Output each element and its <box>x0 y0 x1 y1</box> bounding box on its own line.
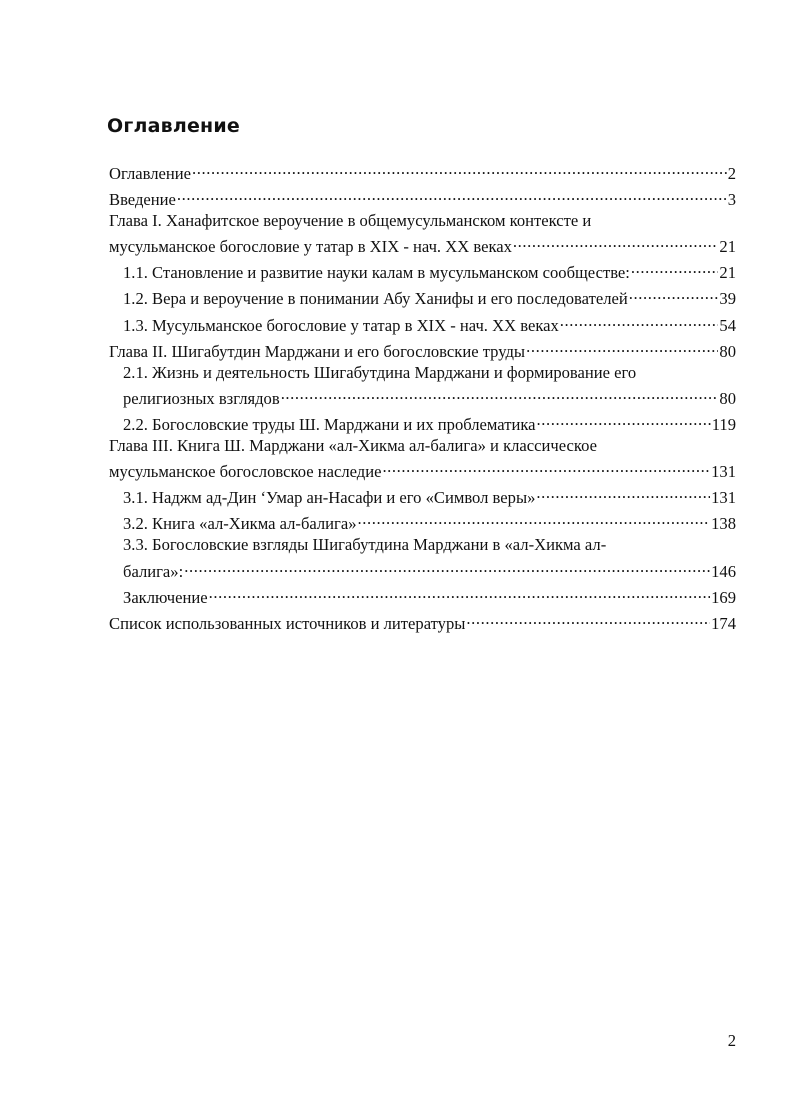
toc-entry-page: 169 <box>711 587 736 607</box>
toc-entry-page: 21 <box>719 237 736 257</box>
toc-entry-title: Глава II. Шигабутдин Марджани и его богословские труды <box>109 341 526 361</box>
toc-entry-title: 1.3. Мусульманское богословие у татар в XIX - нач. XX веках <box>123 315 559 335</box>
toc-entry-page: 21 <box>719 263 736 283</box>
dot-leader <box>629 283 719 304</box>
toc-entry-title: Заключение <box>123 587 208 607</box>
toc-entry-page: 80 <box>719 388 736 408</box>
toc-entry-title-line1: 2.1. Жизнь и деятельность Шигабутдина Марджани и формирование его <box>123 362 637 382</box>
toc-entry-page: 39 <box>719 289 736 309</box>
dot-leader <box>177 184 727 205</box>
toc-entry[interactable] <box>123 534 736 581</box>
toc-entry-page: 138 <box>711 514 736 534</box>
toc-entry-page: 131 <box>711 488 736 508</box>
toc-entry[interactable] <box>109 336 736 362</box>
toc-entry[interactable] <box>123 482 736 508</box>
toc-entry[interactable] <box>109 184 736 210</box>
toc-entry-page: 80 <box>719 341 736 361</box>
toc-entry[interactable] <box>109 435 736 482</box>
toc-entry-title: Список использованных источников и литературы <box>109 613 466 633</box>
toc-entry-title: 3.1. Наджм ад-Дин ‘Умар ан-Насафи и его «Символ веры» <box>123 488 536 508</box>
toc-entry-title: Оглавление <box>109 164 191 183</box>
toc-entry-page: 3 <box>727 190 736 210</box>
toc-entry[interactable] <box>123 508 736 534</box>
dot-leader <box>358 508 711 529</box>
toc-entry[interactable] <box>123 409 736 435</box>
dot-leader <box>382 456 710 477</box>
toc-entry-title: Введение <box>109 190 176 210</box>
toc-entry-title: 1.1. Становление и развитие науки калам в мусульманском сообществе: <box>123 263 630 283</box>
toc-entry-title: 2.2. Богословские труды Ш. Марджани и их проблематика <box>123 414 536 434</box>
page-number: 2 <box>727 1031 736 1050</box>
dot-leader <box>526 336 718 357</box>
dot-leader <box>281 383 719 404</box>
dot-leader <box>537 409 711 430</box>
toc-entry-title-line2: мусульманское богословие у татар в XIX - нач. XX веках <box>109 237 512 257</box>
dot-leader <box>560 310 719 331</box>
toc-entry-page: 146 <box>711 561 736 581</box>
dot-leader <box>536 482 710 503</box>
toc-entry[interactable] <box>123 582 736 608</box>
toc-entry[interactable] <box>109 608 736 634</box>
toc-entry[interactable] <box>109 158 736 184</box>
toc-entry-title-line2: мусульманское богословское наследие <box>109 462 382 482</box>
toc-entry-title-line1: 3.3. Богословские взгляды Шигабутдина Марджани в «ал-Хикма ал- <box>123 535 607 555</box>
dot-leader <box>184 556 710 577</box>
toc-entry-title-line2: балига»: <box>123 561 184 581</box>
toc-entry-title-line1: Глава I. Ханафитское вероучение в общемусульманском контексте и <box>109 211 592 231</box>
toc-entry-title-line2: религиозных взглядов <box>123 388 280 408</box>
dot-leader <box>192 158 727 179</box>
toc-entry-page: 131 <box>711 462 736 482</box>
toc-entry-page: 2 <box>727 164 736 183</box>
toc-entry-title: 3.2. Книга «ал-Хикма ал-балига» <box>123 514 357 534</box>
toc-entry[interactable] <box>123 310 736 336</box>
toc-heading: Оглавление <box>107 115 240 137</box>
toc-entry-page: 174 <box>711 613 736 633</box>
toc-entry[interactable] <box>123 283 736 309</box>
toc-entry[interactable] <box>123 257 736 283</box>
dot-leader <box>209 582 710 603</box>
toc-entry[interactable] <box>109 210 736 257</box>
toc-entry[interactable] <box>123 362 736 409</box>
dot-leader <box>466 608 710 629</box>
toc-entry-title-line1: Глава III. Книга Ш. Марджани «ал-Хикма ал-балига» и классическое <box>109 436 597 456</box>
toc-entry-title: 1.2. Вера и вероучение в понимании Абу Ханифы и его последователей <box>123 289 628 309</box>
dot-leader <box>513 231 718 252</box>
toc-entry-page: 54 <box>719 315 736 335</box>
toc-entry-page: 119 <box>711 414 736 434</box>
table-of-contents <box>109 158 736 634</box>
dot-leader <box>631 257 718 278</box>
